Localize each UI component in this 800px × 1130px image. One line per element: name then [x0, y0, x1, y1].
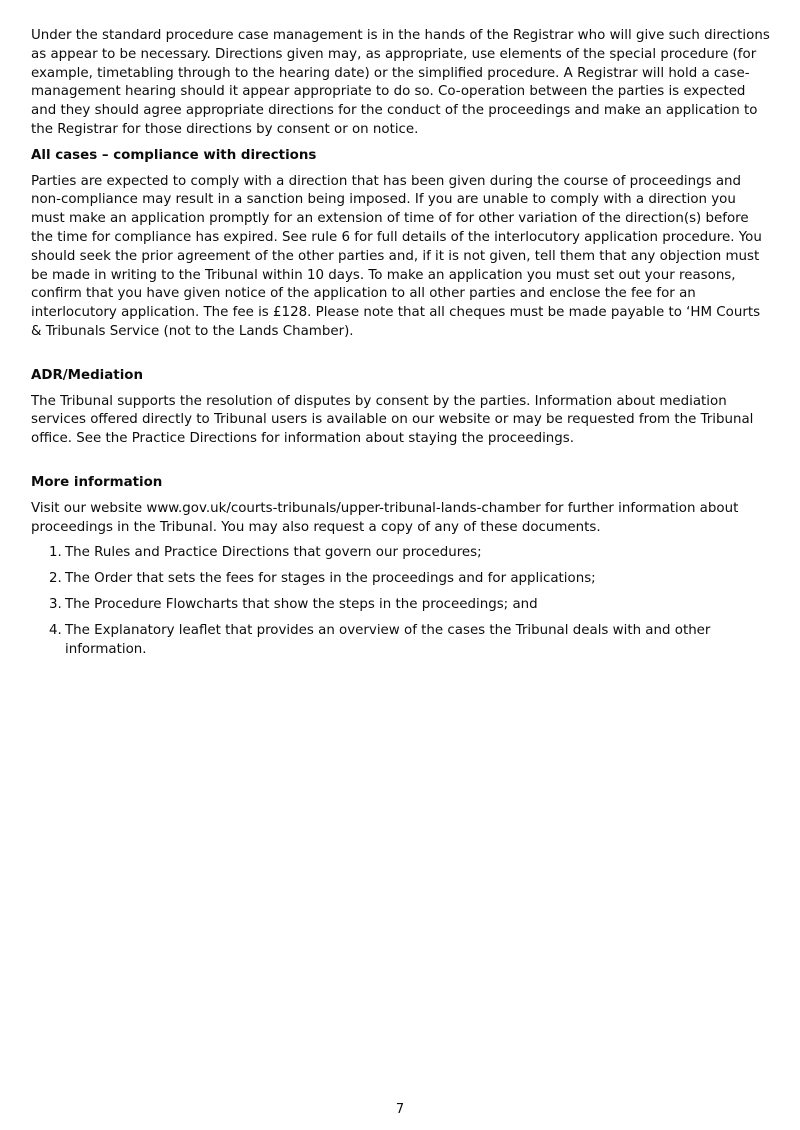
list-item	[31, 570, 771, 589]
list-item-number: 1.	[49, 545, 62, 561]
list-item-number: 3.	[49, 596, 62, 612]
intro-paragraph: Under the standard procedure case management is in the hands of the Registrar who will give such directions as appear to be necessary. Directions given may, as appropriate, use elements of the special procedure (for example, timetabling through to the hearing date) or the simplified procedure. A Registrar will hold a case-management hearing should it appear appropriate to do so. Co-operation between the parties is expected and they should agree appropriate directions for the conduct of the proceedings and make an application to the Registrar for those directions by consent or on notice.	[31, 28, 770, 137]
documents-list	[31, 544, 771, 659]
list-item	[31, 544, 771, 563]
page-number: 7	[395, 1102, 405, 1117]
list-item-number: 4.	[49, 622, 62, 638]
list-item	[31, 622, 771, 660]
compliance-paragraph: Parties are expected to comply with a direction that has been given during the course of proceedings and non-compliance may result in a sanction being imposed. If you are unable to comply with a direction you must make an application promptly for an extension of time of for other variation of the direction(s) before the time for compliance has expired. See rule 6 for full details of the interlocutory application procedure. You should seek the prior agreement of the other parties and, if it is not given, tell them that any objection must be made in writing to the Tribunal within 10 days. To make an application you must set out your reasons, confirm that you have given notice of the application to all other parties and enclose the fee for an interlocutory application. The fee is £128. Please note that all cheques must be made payable to ‘HM Courts & Tribunals Service (not to the Lands Chamber).	[31, 173, 762, 339]
list-item-text: The Procedure Flowcharts that show the steps in the proceedings; and	[65, 596, 538, 612]
document-page	[31, 27, 771, 666]
more-info-paragraph: Visit our website www.gov.uk/courts-tribunals/upper-tribunal-lands-chamber for further information about proceedings in the Tribunal. You may also request a copy of any of these documents.	[31, 500, 739, 535]
list-item-text: The Rules and Practice Directions that govern our procedures;	[65, 545, 482, 561]
list-item-number: 2.	[49, 571, 62, 587]
compliance-heading: All cases – compliance with directions	[31, 147, 317, 163]
list-item-text: The Order that sets the fees for stages in the proceedings and for applications;	[65, 571, 596, 587]
more-info-heading: More information	[31, 474, 163, 490]
adr-paragraph: The Tribunal supports the resolution of disputes by consent by the parties. Information about mediation services offered directly to Tribunal users is available on our website or may be requested from the Tribunal office. See the Practice Directions for information about staying the proceedings.	[31, 393, 754, 447]
adr-heading: ADR/Mediation	[31, 367, 144, 383]
list-item-text: The Explanatory leaflet that provides an overview of the cases the Tribunal deals with and other information.	[65, 622, 711, 657]
list-item	[31, 596, 771, 615]
